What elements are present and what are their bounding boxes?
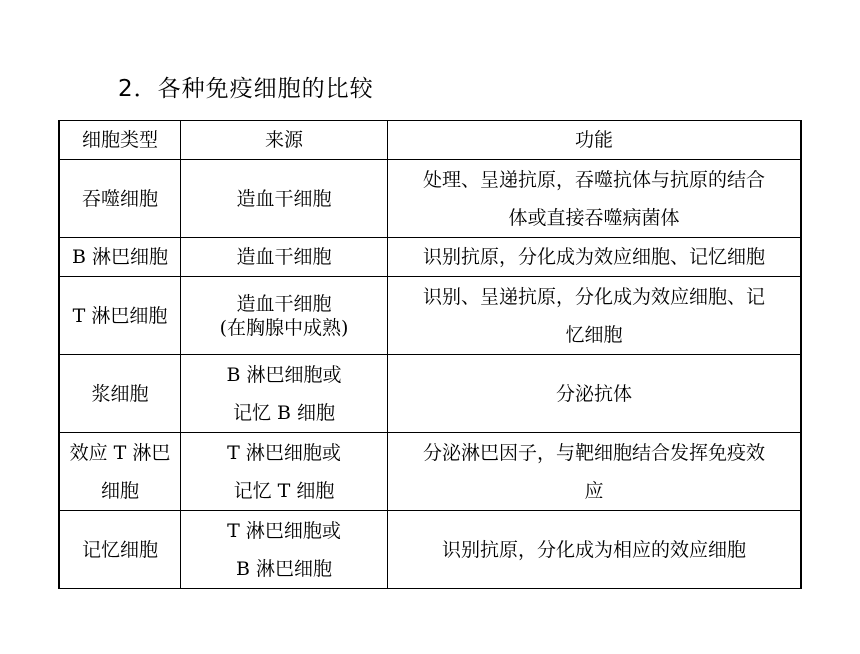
cell-function bbox=[388, 160, 802, 238]
cell-text: 造血干细胞 bbox=[236, 292, 332, 315]
table-header-row bbox=[59, 121, 801, 160]
table-row bbox=[59, 238, 801, 277]
cell-type bbox=[59, 433, 181, 511]
cell-text: T 淋巴细胞或 bbox=[227, 441, 341, 464]
cell-text: 造血干细胞 bbox=[236, 187, 332, 210]
cell-source bbox=[181, 277, 388, 355]
table-row bbox=[59, 433, 801, 511]
cell-function bbox=[388, 433, 802, 511]
cell-text: T 淋巴细胞或 bbox=[227, 519, 341, 542]
cell-type bbox=[59, 277, 181, 355]
cell-source bbox=[181, 238, 388, 277]
cell-text: 吞噬细胞 bbox=[81, 187, 158, 210]
cell-text: 分泌抗体 bbox=[555, 382, 632, 405]
page-title: 2．各种免疫细胞的比较 bbox=[118, 76, 374, 102]
cell-text: 体或直接吞噬病菌体 bbox=[508, 206, 680, 229]
cell-function bbox=[388, 355, 802, 433]
cell-text: 忆细胞 bbox=[565, 323, 623, 346]
cell-text: B 淋巴细胞或 bbox=[226, 363, 342, 386]
cell-text: 分泌淋巴因子，与靶细胞结合发挥免疫效 bbox=[422, 441, 765, 464]
cell-text: 记忆 B 细胞 bbox=[232, 401, 336, 424]
cell-text: B 淋巴细胞 bbox=[235, 557, 332, 580]
cell-source bbox=[181, 355, 388, 433]
cell-text: 处理、呈递抗原，吞噬抗体与抗原的结合 bbox=[422, 168, 765, 191]
table-row bbox=[59, 160, 801, 238]
cell-source bbox=[181, 160, 388, 238]
cell-text: 记忆细胞 bbox=[81, 538, 158, 561]
cell-text: 识别、呈递抗原，分化成为效应细胞、记 bbox=[422, 285, 765, 308]
cell-function bbox=[388, 511, 802, 589]
cell-text: T 淋巴细胞 bbox=[72, 304, 168, 327]
cell-text: 效应 T 淋巴 bbox=[69, 441, 171, 464]
cell-text: 应 bbox=[584, 479, 604, 502]
cell-text: (在胸腺中成熟) bbox=[219, 316, 349, 339]
table-row bbox=[59, 511, 801, 589]
cell-type bbox=[59, 511, 181, 589]
immune-cell-comparison-table bbox=[58, 120, 802, 589]
cell-type bbox=[59, 238, 181, 277]
table-row bbox=[59, 355, 801, 433]
cell-type bbox=[59, 355, 181, 433]
cell-source bbox=[181, 433, 388, 511]
header-cell-function: 功能 bbox=[388, 121, 802, 160]
cell-text: 造血干细胞 bbox=[236, 246, 332, 268]
cell-source bbox=[181, 511, 388, 589]
header-cell-source: 来源 bbox=[181, 121, 388, 160]
cell-function bbox=[388, 238, 802, 277]
cell-type bbox=[59, 160, 181, 238]
cell-function bbox=[388, 277, 802, 355]
table-row bbox=[59, 277, 801, 355]
cell-text: 记忆 T 细胞 bbox=[233, 479, 335, 502]
cell-text: 识别抗原，分化成为效应细胞、记忆细胞 bbox=[422, 246, 765, 268]
cell-text: 细胞 bbox=[100, 479, 139, 502]
cell-text: 识别抗原，分化成为相应的效应细胞 bbox=[441, 538, 746, 561]
cell-text: 浆细胞 bbox=[91, 382, 149, 405]
cell-text: B 淋巴细胞 bbox=[71, 246, 168, 268]
header-cell-type: 细胞类型 bbox=[59, 121, 181, 160]
